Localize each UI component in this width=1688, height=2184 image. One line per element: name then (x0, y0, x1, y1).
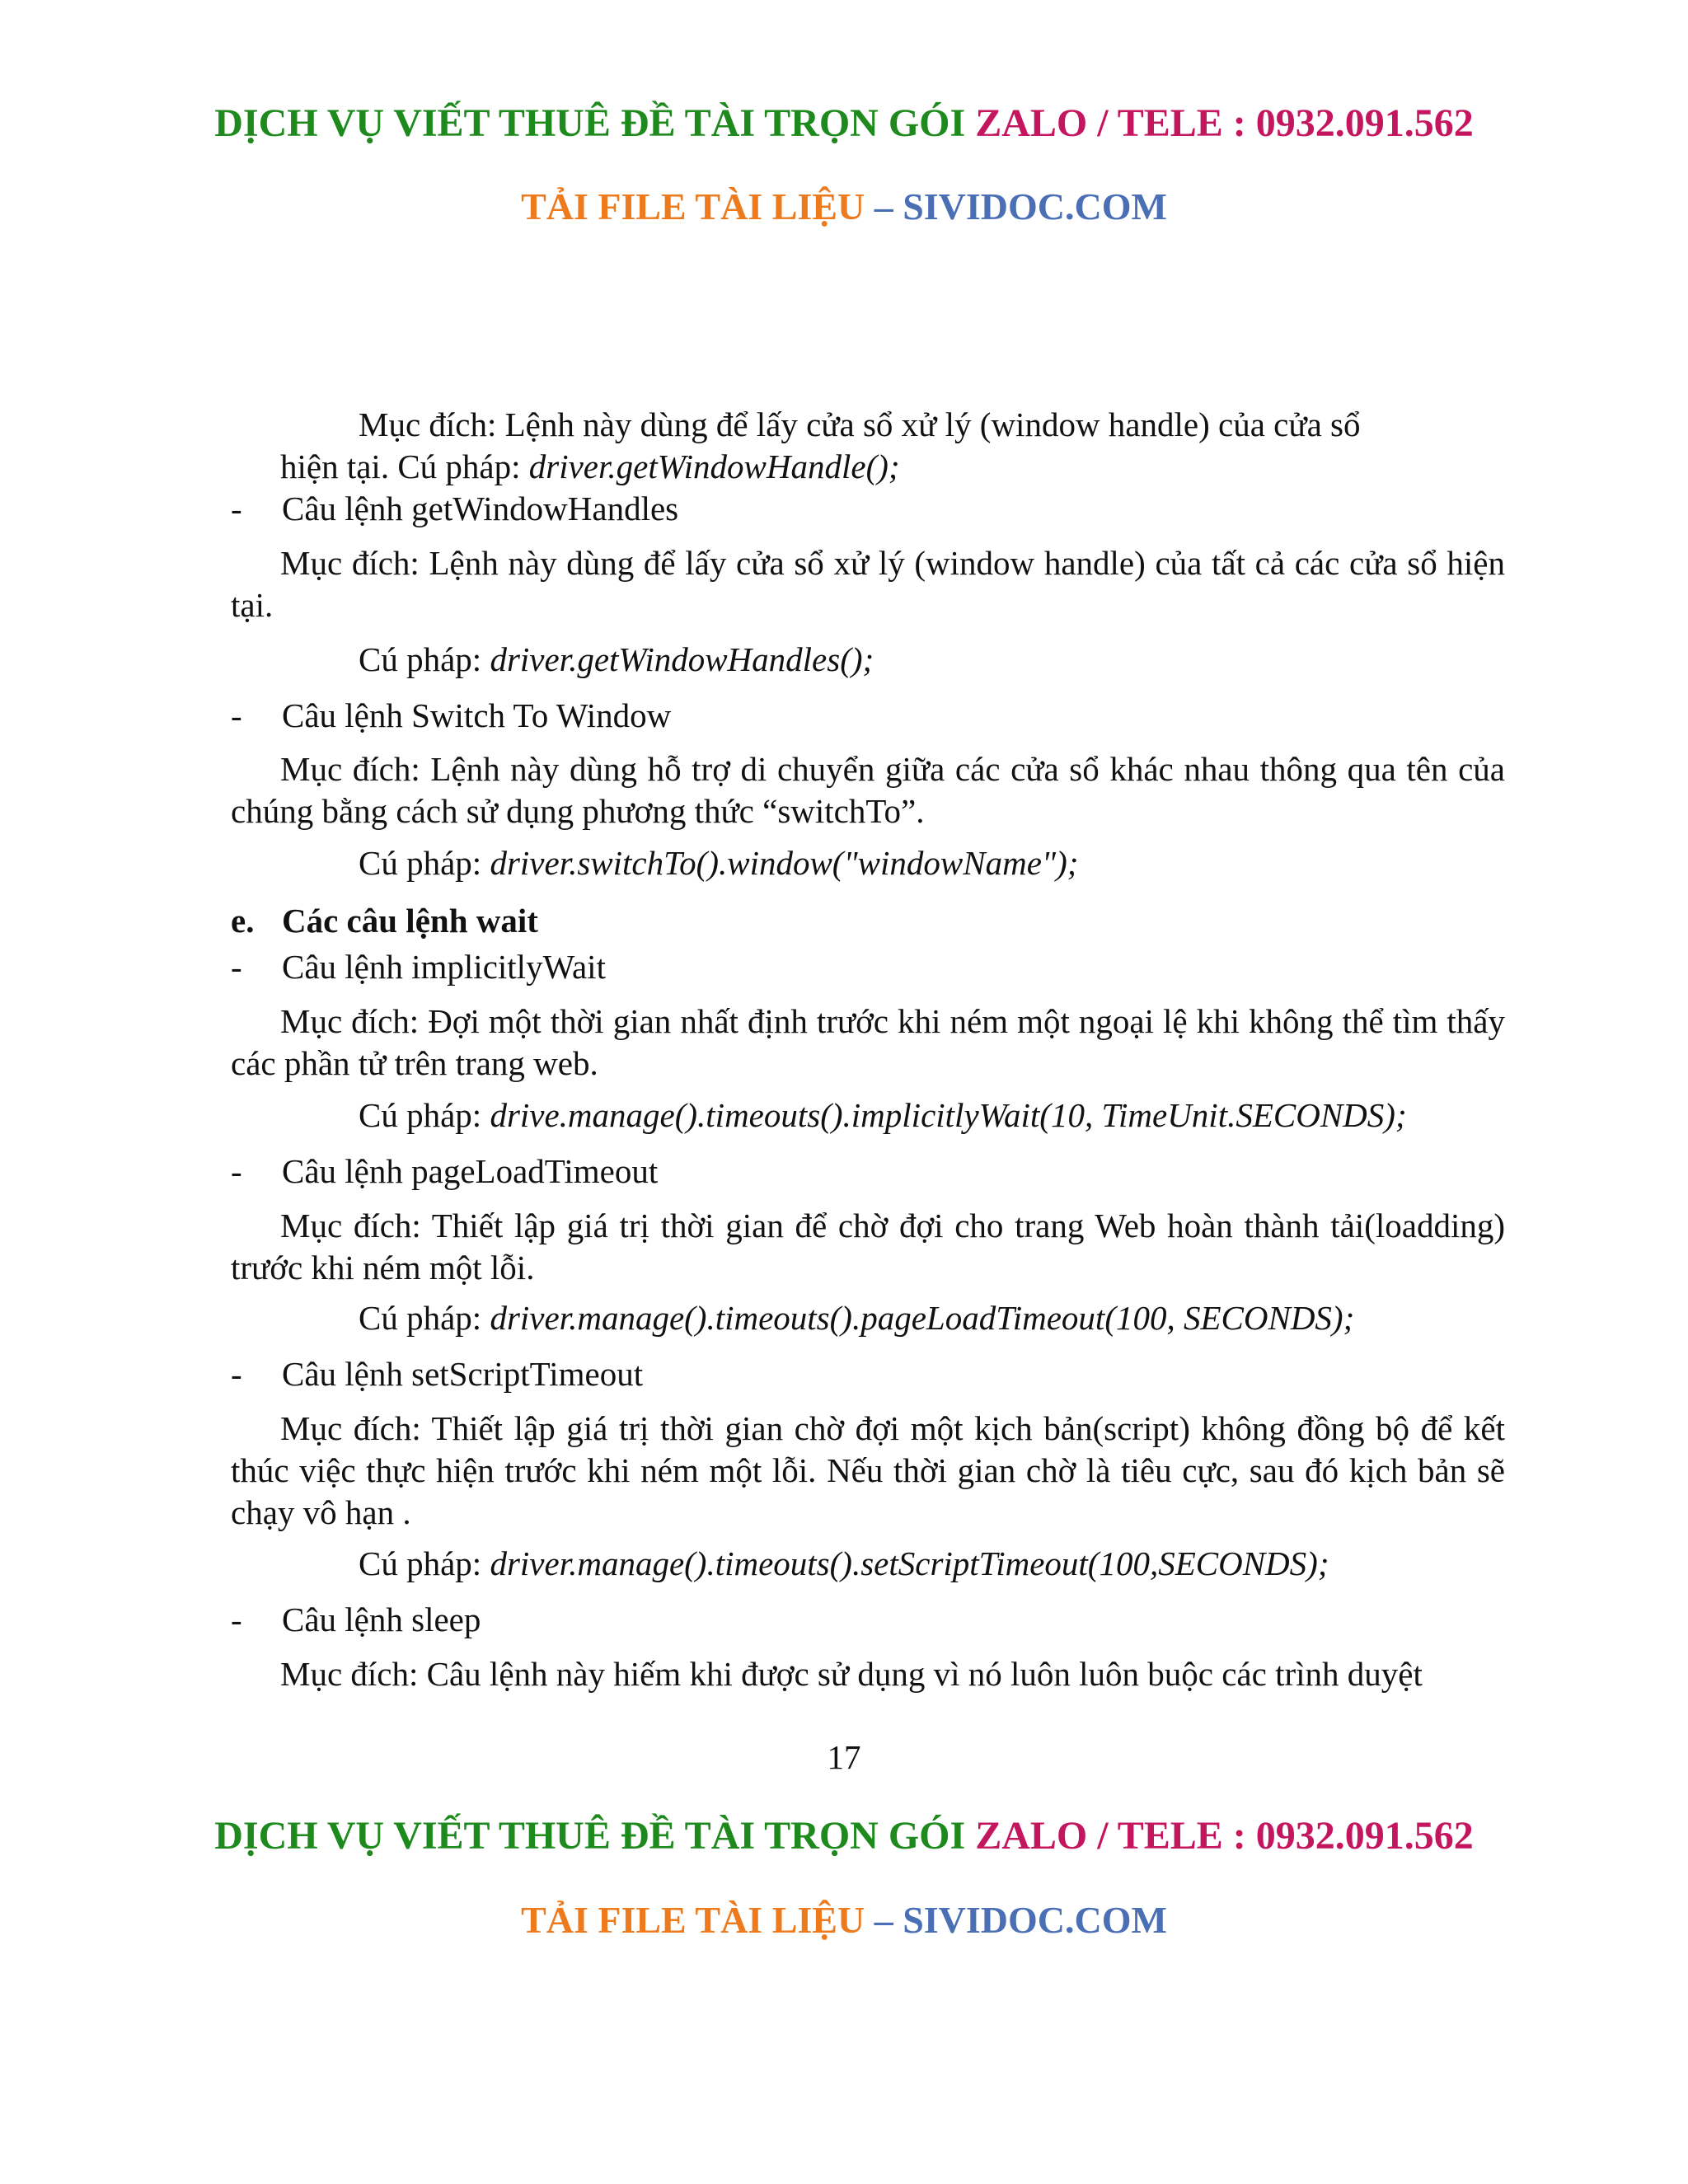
bullet-dash: - (231, 1355, 242, 1393)
header-site-link[interactable]: SIVIDOC.COM (903, 185, 1167, 227)
paragraph-page-load-timeout-purpose: Mục đích: Thiết lập giá trị thời gian để chờ đợi cho trang Web hoàn thành tải(loadding) trước khi ném một lỗi. (231, 1207, 1505, 1286)
bullet-dash: - (231, 948, 242, 986)
footer-site-link[interactable]: SIVIDOC.COM (903, 1899, 1167, 1941)
paragraph-implicitly-wait-purpose: Mục đích: Đợi một thời gian nhất định trước khi ném một ngoại lệ khi không thể tìm thấy các phần tử trên trang web. (231, 1002, 1505, 1082)
header-download-text: TẢI FILE TÀI LIỆU (521, 185, 865, 227)
footer-dash: – (874, 1899, 893, 1941)
page-number: 17 (827, 1738, 861, 1776)
paragraph-set-script-timeout-purpose: Mục đích: Thiết lập giá trị thời gian chờ đợi một kịch bản(script) không đồng bộ để kết thúc việc thực hiện trước khi ném một lỗi. Nếu thời gian chờ là tiêu cực, sau đó kịch bản sẽ chạy vô hạn . (231, 1409, 1505, 1531)
header-banner-line2 (0, 185, 1688, 228)
paragraph-text: Mục đích: Lệnh này dùng để lấy cửa sổ xử lý (window handle) của cửa sổ (359, 405, 1361, 443)
header-service-text: DỊCH VỤ VIẾT THUÊ ĐỀ TÀI TRỌN GÓI (214, 101, 966, 145)
paragraph-sleep-purpose: Mục đích: Câu lệnh này hiếm khi được sử dụng vì nó luôn luôn buộc các trình duyệt (280, 1655, 1423, 1693)
footer-download-text: TẢI FILE TÀI LIỆU (521, 1899, 865, 1941)
syntax-label: Cú pháp: (359, 1096, 490, 1134)
syntax-set-script-timeout (231, 1543, 1505, 1585)
bullet-dash: - (231, 490, 242, 527)
syntax-get-window-handles (231, 639, 1505, 681)
bullet-dash: - (231, 1601, 242, 1638)
footer-banner-line1 (0, 1813, 1688, 1858)
syntax-label: Cú pháp: (359, 844, 490, 882)
syntax-code: drive.manage().timeouts().implicitlyWait(10, TimeUnit.SECONDS); (490, 1096, 1407, 1134)
syntax-label: Cú pháp: (359, 1299, 490, 1337)
syntax-label: hiện tại. Cú pháp: (280, 448, 529, 485)
paragraph-get-window-handles-purpose: Mục đích: Lệnh này dùng để lấy cửa sổ xử lý (window handle) của tất cả các cửa sổ hiện tại. (231, 544, 1505, 624)
header-banner-line1 (0, 101, 1688, 146)
paragraph-window-handle-purpose (231, 404, 1505, 446)
bullet-dash: - (231, 696, 242, 734)
footer-contact-text: ZALO / TELE : 0932.091.562 (975, 1814, 1474, 1858)
paragraph-switch-to-window-purpose: Mục đích: Lệnh này dùng hỗ trợ di chuyển giữa các cửa sổ khác nhau thông qua tên của chúng bằng cách sử dụng phương thức “switchTo”. (231, 750, 1505, 830)
header-dash: – (874, 185, 893, 227)
bullet-text: Câu lệnh implicitlyWait (282, 948, 606, 986)
bullet-text: Câu lệnh getWindowHandles (282, 490, 679, 527)
header-contact-text: ZALO / TELE : 0932.091.562 (975, 101, 1474, 145)
bullet-text: Câu lệnh Switch To Window (282, 696, 672, 734)
syntax-code: driver.manage().timeouts().setScriptTimeout(100,SECONDS); (490, 1544, 1329, 1582)
syntax-implicitly-wait (231, 1094, 1505, 1137)
syntax-label: Cú pháp: (359, 1544, 490, 1582)
bullet-text: Câu lệnh pageLoadTimeout (282, 1152, 659, 1190)
syntax-code: driver.switchTo().window("windowName"); (490, 844, 1079, 882)
section-title: Các câu lệnh wait (282, 902, 538, 940)
syntax-code: driver.getWindowHandles(); (490, 640, 874, 678)
syntax-code: driver.manage().timeouts().pageLoadTimeout(100, SECONDS); (490, 1299, 1355, 1337)
syntax-switch-to-window (231, 842, 1505, 884)
bullet-text: Câu lệnh sleep (282, 1601, 481, 1638)
footer-service-text: DỊCH VỤ VIẾT THUÊ ĐỀ TÀI TRỌN GÓI (214, 1814, 966, 1858)
paragraph-window-handle-syntax (231, 446, 1505, 488)
bullet-dash: - (231, 1152, 242, 1190)
bullet-text: Câu lệnh setScriptTimeout (282, 1355, 644, 1393)
footer-banner-line2 (0, 1898, 1688, 1942)
syntax-page-load-timeout (231, 1297, 1505, 1339)
section-letter: e. (231, 902, 255, 940)
syntax-code: driver.getWindowHandle(); (528, 448, 900, 485)
syntax-label: Cú pháp: (359, 640, 490, 678)
